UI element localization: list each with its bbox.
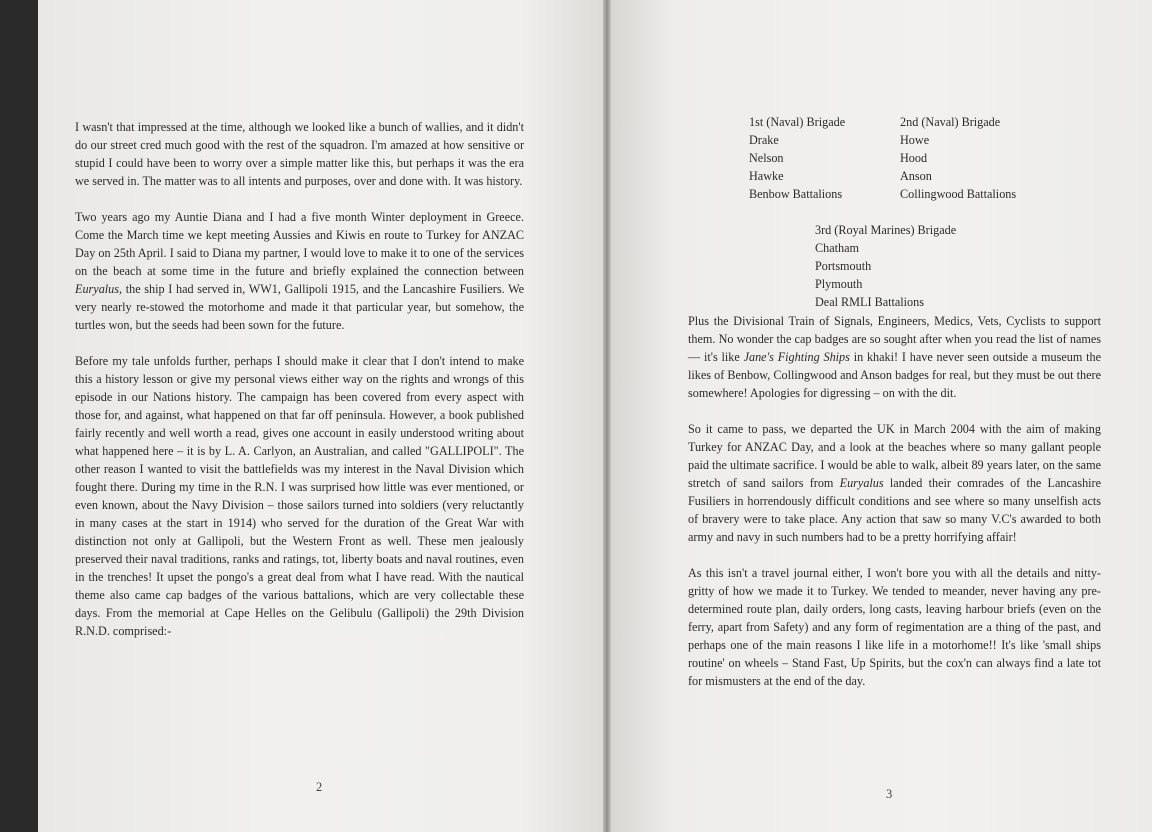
page-number-left: 2 [316,780,323,794]
battalion-item: Nelson [749,151,784,165]
paragraph-1: I wasn't that impressed at the time, although we looked like a bunch of wallies, and it didn't do our street cred much good with the rest of the squadron. I'm amazed at how sensitive or stupid I could have been to worry over a simple matter like this, but perhaps it was the era we served in. The matter was to all intents and purposes, over and done with. It was history. [75,120,524,188]
battalion-item: Collingwood Battalions [900,187,1017,201]
battalion-item: Anson [900,169,932,183]
brigade-heading: 3rd (Royal Marines) Brigade [815,223,957,237]
book-spine [603,0,611,832]
battalion-item: Chatham [815,241,860,255]
paragraph-3: Before my tale unfolds further, perhaps I should make it clear that I don't intend to make this a history lesson or give my personal views either way on the rights and wrongs of this episode in our Nations history. The campaign has been covered from every aspect with those for, and against, what happened on that far off peninsula. However, a book published fairly recently and well worth a read, gives one account in easily understood writing about what happened here – it is by L. A. Carlyon, an Australian, and called "GALLIPOLI". The other reason I wanted to visit the battlefields was my interest in the Naval Division which fought there. During my time in the R.N. I was surprised how little was ever mentioned, or even known, about the Navy Division – those sailors turned into soldiers (very reluctantly in many cases at the start in 1914) who served for the duration of the Great War with distinction not only at Gallipoli, but the Western Front as well. These men jealously preserved their naval traditions, ranks and ratings, tot, liberty boats and naval routines, even in the trenches! It upset the pongo's a great deal from what I have read. With the nautical theme also came cap badges of the various battalions, which are very collectable these days. From the memorial at Cape Helles on the Gelibulu (Gallipoli) the 29th Division R.N.D. comprised:- [75,354,524,638]
battalion-item: Hawke [749,169,784,183]
second-brigade-column [900,113,1016,203]
paragraph-5: So it came to pass, we departed the UK in March 2004 with the aim of making Turkey for ANZAC Day, and a look at the beaches where so many gallant people paid the ultimate sacrifice. I would be able to walk, albeit 89 years later, on the same stretch of sand sailors from Euryalus landed their comrades of the Lancashire Fusiliers in horrendously difficult conditions and see where so many unselfish acts of bravery were to take place. Any action that saw so many V.C's awarded to both army and navy in such numbers had to be a pretty horrifying affair! [688,422,1102,544]
paragraph-2: Two years ago my Auntie Diana and I had a five month Winter deployment in Greece. Come the March time we kept meeting Aussies and Kiwis en route to Turkey for ANZAC Day on 25th April. I said to Diana my partner, I would love to make it to one of the services on the beach at some time in the future and briefly explained the connection between Euryalus, the ship I had served in, WW1, Gallipoli 1915, and the Lancashire Fusiliers. We very nearly re-stowed the motorhome and made it that particular year, but somehow, the turtles won, but the seeds had been sown for the future. [75,210,525,332]
battalion-item: Howe [900,133,930,147]
ship-name-italic: Euryalus [839,476,884,490]
page-number-right: 3 [886,787,893,801]
battalion-item: Drake [749,133,779,147]
third-brigade-list [815,221,956,311]
book-title-italic: Jane's Fighting Ships [743,350,850,364]
left-page-text [75,118,524,640]
first-brigade-column [749,113,845,203]
paragraph-4: Plus the Divisional Train of Signals, Engineers, Medics, Vets, Cyclists to support them. No wonder the cap badges are so sought after when you read the list of names — it's like Jane's Fighting Ships in khaki! I have never seen outside a museum the likes of Benbow, Collingwood and Anson badges for real, but they must be out there somewhere! Apologies for digressing – on with the dit. [688,314,1101,400]
battalion-item: Deal RMLI Battalions [815,295,924,309]
brigade-heading: 1st (Naval) Brigade [749,115,846,129]
brigade-heading: 2nd (Naval) Brigade [900,115,1001,129]
battalion-item: Plymouth [815,277,863,291]
right-page-text [688,312,1101,690]
battalion-item: Benbow Battalions [749,187,843,201]
ship-name-italic: Euryalus, [75,282,123,296]
paragraph-6: As this isn't a travel journal either, I won't bore you with all the details and nitty-gritty of how we made it to Turkey. We tended to meander, never having any pre-determined route plan, daily orders, long casts, leaving harbour briefs (even on the ferry, apart from Safety) and any form of regimentation are a thing of the past, and perhaps one of the main reasons I like life in a motorhome!! It's like 'small ships routine' on wheels – Stand Fast, Up Spirits, but the cox'n can always find a late tot for mismusters at the end of the day. [688,566,1101,688]
battalion-item: Hood [900,151,928,165]
battalion-item: Portsmouth [815,259,872,273]
